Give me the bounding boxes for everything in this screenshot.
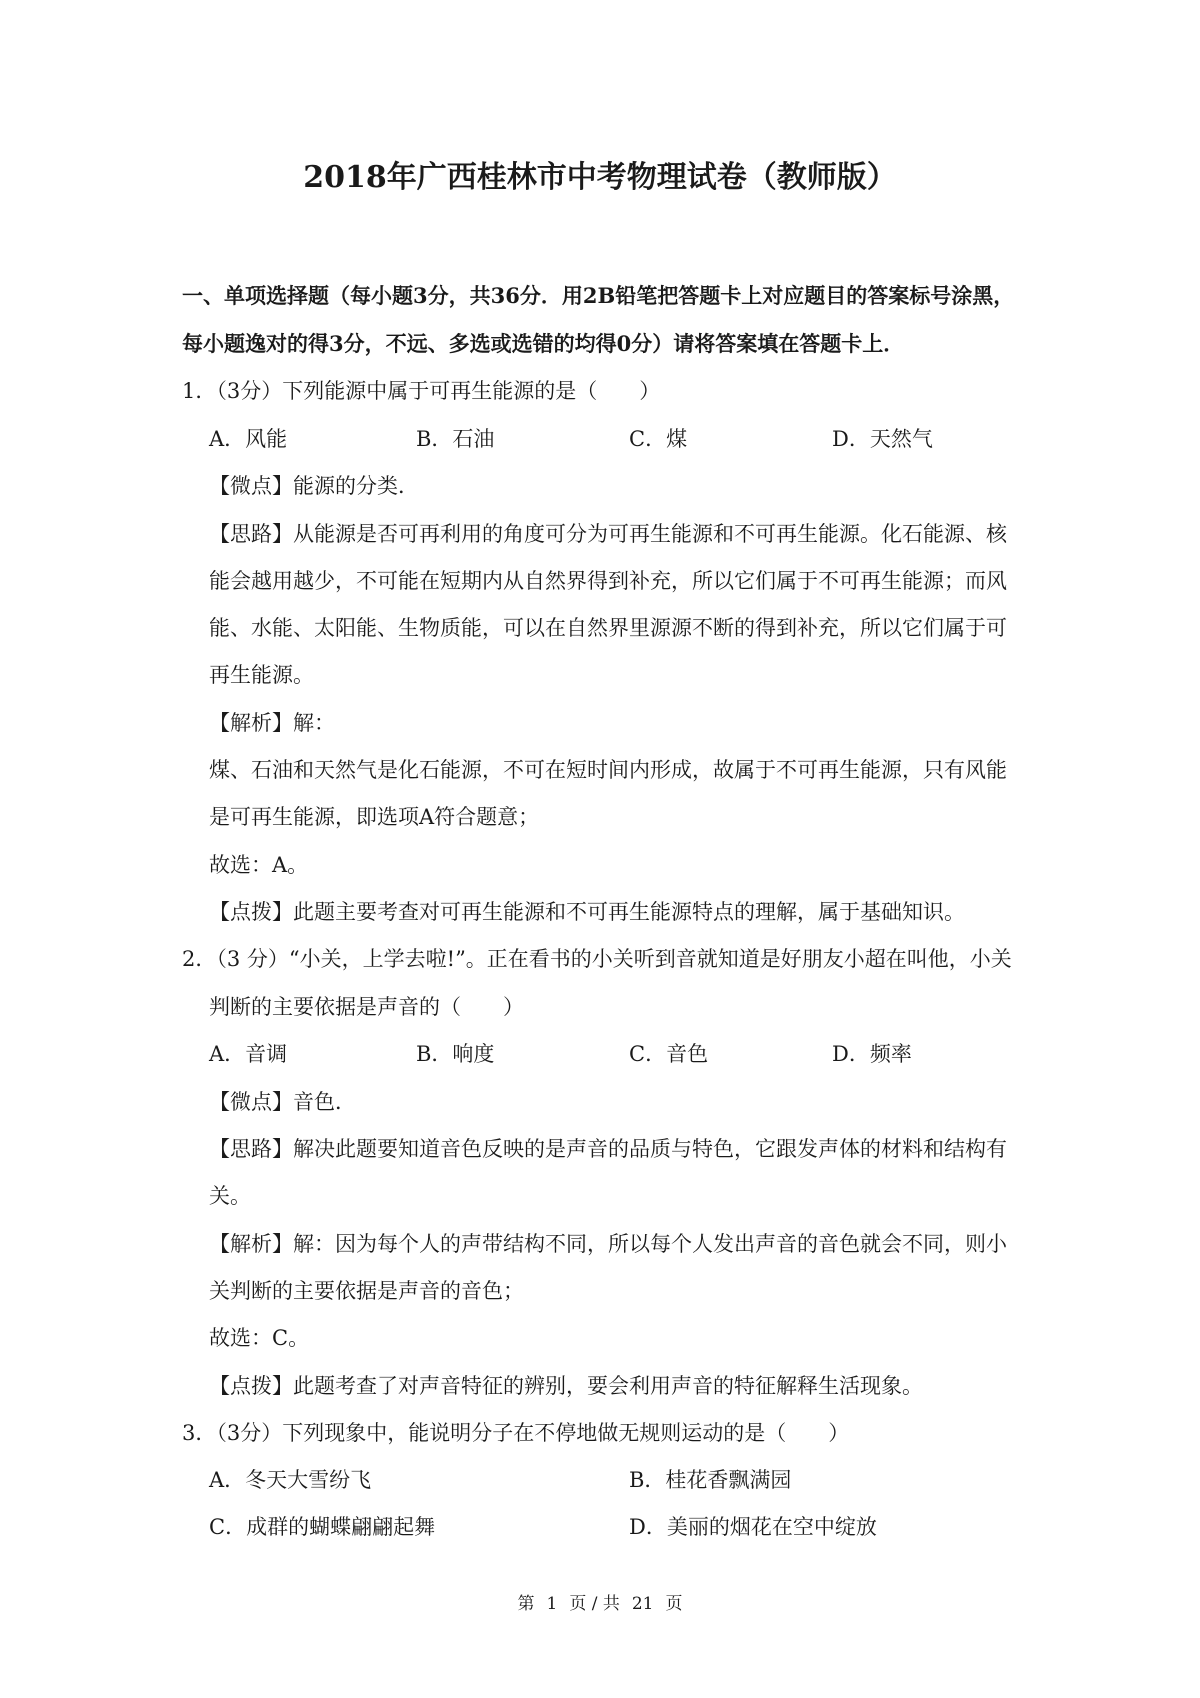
q2-stem-line-1: 2．（3 分）“小关，上学去啦!”。正在看书的小关听到音就知道是好朋友小超在叫他，小关 <box>182 947 1012 971</box>
q1-option-d: D．天然气 <box>832 427 933 451</box>
q1-idea-line-1: 【思路】从能源是否可再利用的角度可分为可再生能源和不可再生能源。化石能源、核 <box>209 522 1007 546</box>
section-heading-line-1: 一、单项选择题（每小题3分，共36分．用2B铅笔把答题卡上对应题目的答案标号涂黑， <box>182 283 1015 308</box>
q2-stem-line-2: 判断的主要依据是声音的（ ） <box>209 995 524 1019</box>
q1-analysis-line-2: 是可再生能源，即选项A符合题意； <box>209 805 540 829</box>
q2-comment: 【点拨】此题考查了对声音特征的辨别，要会利用声音的特征解释生活现象。 <box>209 1374 923 1398</box>
q1-answer: 故选：A。 <box>209 853 309 877</box>
q2-idea-line-2: 关。 <box>209 1184 251 1208</box>
q3-option-a: A．冬天大雪纷飞 <box>209 1468 372 1492</box>
page-title: 2018年广西桂林市中考物理试卷（教师版） <box>303 160 897 195</box>
footer-middle: 页 / 共 <box>569 1594 620 1614</box>
section-heading-line-2: 每小题逸对的得3分，不远、多选或选错的均得0分）请将答案填在答题卡上． <box>182 331 905 356</box>
page-footer <box>0 1592 1200 1616</box>
q1-stem: 1．（3分）下列能源中属于可再生能源的是（ ） <box>182 379 661 403</box>
q3-option-d: D．美丽的烟花在空中绽放 <box>629 1515 877 1539</box>
q2-option-b: B．响度 <box>416 1042 495 1066</box>
q2-option-c: C．音色 <box>629 1042 709 1066</box>
q1-idea-line-4: 再生能源。 <box>209 663 314 687</box>
footer-prefix: 第 <box>517 1594 535 1614</box>
footer-suffix: 页 <box>665 1594 683 1614</box>
q2-analysis-line-1: 【解析】解：因为每个人的声带结构不同，所以每个人发出声音的音色就会不同，则小 <box>209 1232 1007 1256</box>
q1-idea-line-2: 能会越用越少，不可能在短期内从自然界得到补充，所以它们属于不可再生能源；而风 <box>209 569 1007 593</box>
q1-comment: 【点拨】此题主要考查对可再生能源和不可再生能源特点的理解，属于基础知识。 <box>209 900 965 924</box>
q3-option-c: C．成群的蝴蝶翩翩起舞 <box>209 1515 436 1539</box>
q3-stem: 3．（3分）下列现象中，能说明分子在不停地做无规则运动的是（ ） <box>182 1421 850 1445</box>
q1-option-b: B．石油 <box>416 427 495 451</box>
q3-option-b: B．桂花香飘满园 <box>629 1468 792 1492</box>
q2-idea-line-1: 【思路】解决此题要知道音色反映的是声音的品质与特色，它跟发声体的材料和结构有 <box>209 1137 1007 1161</box>
footer-total-pages: 21 <box>631 1594 654 1614</box>
q1-analysis-line-1: 煤、石油和天然气是化石能源，不可在短时间内形成，故属于不可再生能源，只有风能 <box>209 758 1007 782</box>
q2-answer: 故选：C。 <box>209 1326 310 1350</box>
q1-option-c: C．煤 <box>629 427 688 451</box>
q2-option-a: A．音调 <box>209 1042 288 1066</box>
q1-point: 【微点】能源的分类． <box>209 474 419 498</box>
q2-option-d: D．频率 <box>832 1042 912 1066</box>
q2-point: 【微点】音色． <box>209 1090 356 1114</box>
q1-analysis-label: 【解析】解： <box>209 711 335 735</box>
q1-option-a: A．风能 <box>209 427 288 451</box>
footer-page-number: 1 <box>546 1594 558 1614</box>
q1-idea-line-3: 能、水能、太阳能、生物质能，可以在自然界里源源不断的得到补充，所以它们属于可 <box>209 616 1007 640</box>
q2-analysis-line-2: 关判断的主要依据是声音的音色； <box>209 1279 524 1303</box>
